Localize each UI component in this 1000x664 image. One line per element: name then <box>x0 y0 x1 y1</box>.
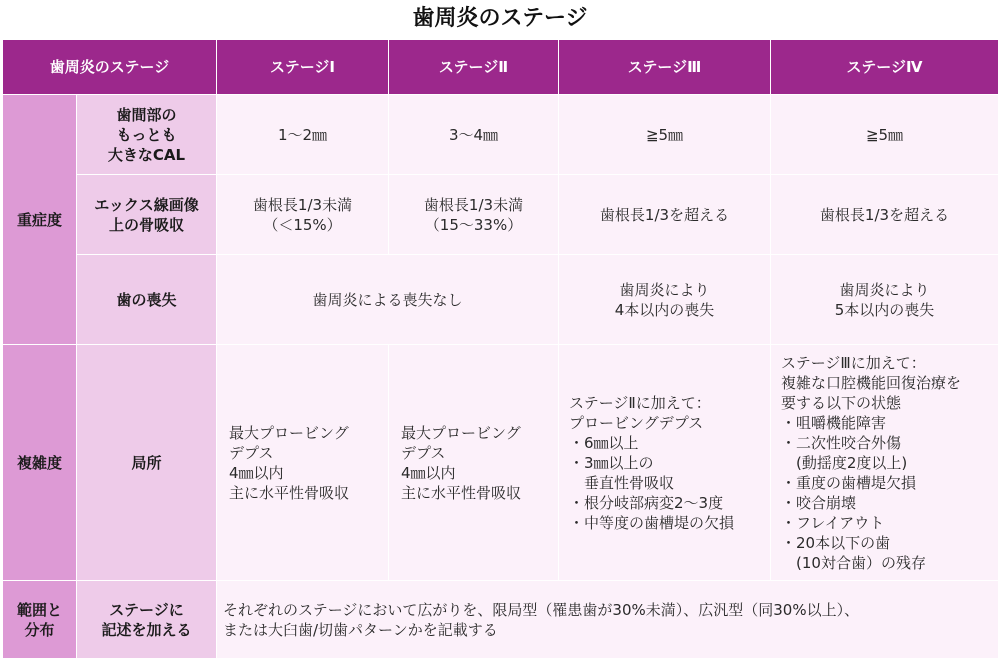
cell-local-stage-4: ステージⅢに加えて： 複雑な口腔機能回復治療を 要する以下の状態 ・咀嚼機能障害 ・二次性咬合外傷 (動揺度2度以上) ・重度の歯槽堤欠損 ・咬合崩壊 ・フレイアウト ・20本以下の歯 (10対合歯）の残存 <box>771 345 999 581</box>
page-title: 歯周炎のステージ <box>412 6 588 31</box>
row-label-cal: 歯間部の もっとも 大きなCAL <box>77 95 217 175</box>
row-label-local: 局所 <box>77 345 217 581</box>
header-stage-1: ステージⅠ <box>217 40 389 95</box>
cell-xray-stage-4: 歯根長1/3を超える <box>771 175 999 255</box>
cell-cal-stage-3: ≧5㎜ <box>559 95 771 175</box>
header-stage-4: ステージⅣ <box>771 40 999 95</box>
category-severity: 重症度 <box>3 95 77 345</box>
cell-local-stage-3: ステージⅡに加えて： プロービングデプス ・6㎜以上 ・3㎜以上の 垂直性骨吸収 ・根分岐部病変2〜3度 ・中等度の歯槽堤の欠損 <box>559 345 771 581</box>
cell-cal-stage-1: 1〜2㎜ <box>217 95 389 175</box>
cell-xray-stage-1: 歯根長1/3未満 （＜15%） <box>217 175 389 255</box>
cell-local-stage-1: 最大プロービング デプス 4㎜以内 主に水平性骨吸収 <box>217 345 389 581</box>
table-row-local <box>3 345 999 581</box>
cell-loss-stage-1-2: 歯周炎による喪失なし <box>217 255 559 345</box>
periodontitis-stage-table <box>2 39 999 659</box>
cell-loss-stage-4: 歯周炎により 5本以内の喪失 <box>771 255 999 345</box>
cell-local-stage-2: 最大プロービング デプス 4㎜以内 主に水平性骨吸収 <box>389 345 559 581</box>
cell-extent-description: それぞれのステージにおいて広がりを、限局型（罹患歯が30%未満）、広汎型（同30%以上）、 または大臼歯/切歯パターンかを記載する <box>217 581 999 659</box>
table-row-cal <box>3 95 999 175</box>
table-row-tooth-loss <box>3 255 999 345</box>
row-label-extent: ステージに 記述を加える <box>77 581 217 659</box>
cell-cal-stage-2: 3〜4㎜ <box>389 95 559 175</box>
header-stage-label: 歯周炎のステージ <box>3 40 217 95</box>
header-row <box>3 40 999 95</box>
cell-xray-stage-2: 歯根長1/3未満 （15〜33%） <box>389 175 559 255</box>
category-complexity: 複雑度 <box>3 345 77 581</box>
cell-xray-stage-3: 歯根長1/3を超える <box>559 175 771 255</box>
header-stage-2: ステージⅡ <box>389 40 559 95</box>
table-row-extent <box>3 581 999 659</box>
header-stage-3: ステージⅢ <box>559 40 771 95</box>
row-label-tooth-loss: 歯の喪失 <box>77 255 217 345</box>
cell-cal-stage-4: ≧5㎜ <box>771 95 999 175</box>
cell-loss-stage-3: 歯周炎により 4本以内の喪失 <box>559 255 771 345</box>
category-extent: 範囲と 分布 <box>3 581 77 659</box>
row-label-xray: エックス線画像 上の骨吸収 <box>77 175 217 255</box>
table-row-xray <box>3 175 999 255</box>
